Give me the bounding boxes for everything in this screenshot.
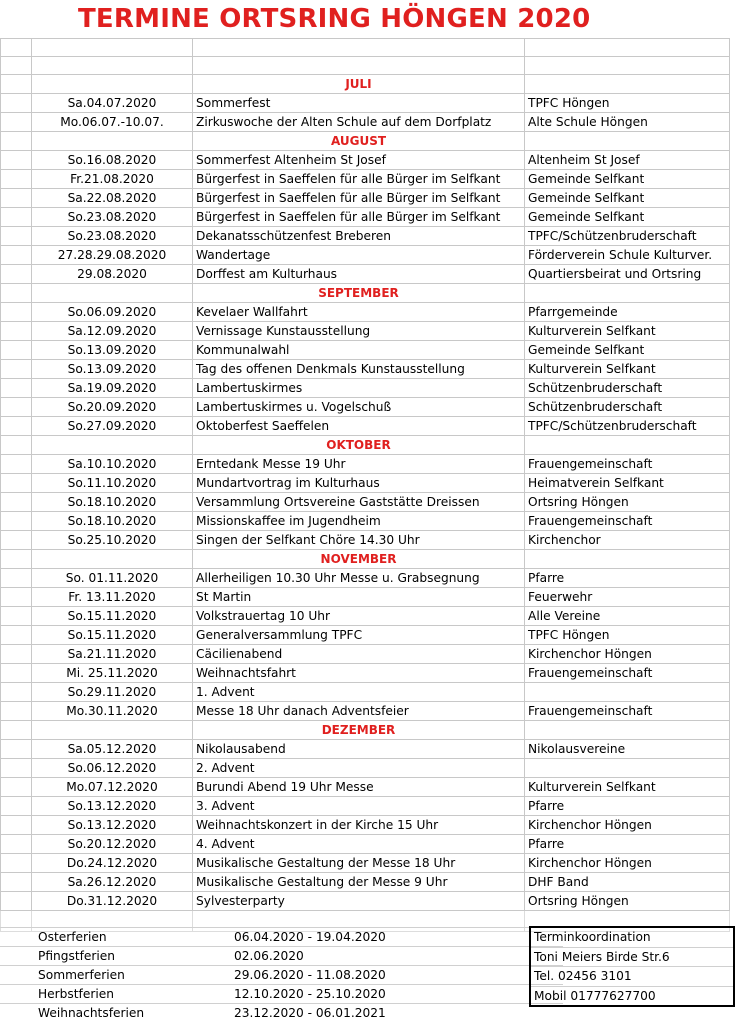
event-organizer: Pfarrgemeinde bbox=[525, 303, 730, 322]
blank-cell bbox=[1, 303, 32, 322]
event-title: Lambertuskirmes bbox=[193, 379, 525, 398]
event-title: Weihnachtskonzert in der Kirche 15 Uhr bbox=[193, 816, 525, 835]
event-date: 29.08.2020 bbox=[32, 265, 193, 284]
blank-cell bbox=[1, 75, 32, 94]
event-title: Kommunalwahl bbox=[193, 341, 525, 360]
event-organizer: Frauengemeinschaft bbox=[525, 455, 730, 474]
event-row bbox=[1, 892, 730, 911]
event-row bbox=[1, 94, 730, 113]
event-row bbox=[1, 341, 730, 360]
blank-cell bbox=[1, 39, 32, 57]
event-row bbox=[1, 170, 730, 189]
event-row bbox=[1, 493, 730, 512]
event-organizer: Frauengemeinschaft bbox=[525, 664, 730, 683]
event-date: Sa.05.12.2020 bbox=[32, 740, 193, 759]
event-organizer: Pfarre bbox=[525, 569, 730, 588]
blank-cell bbox=[1, 759, 32, 778]
blank-cell bbox=[1, 341, 32, 360]
event-row bbox=[1, 759, 730, 778]
event-date: Sa.19.09.2020 bbox=[32, 379, 193, 398]
event-date: So.11.10.2020 bbox=[32, 474, 193, 493]
blank-cell bbox=[1, 265, 32, 284]
contact-line: Terminkoordination bbox=[531, 928, 733, 948]
holiday-name: Pfingstferien bbox=[0, 947, 231, 966]
event-title: Weihnachtsfahrt bbox=[193, 664, 525, 683]
event-date: Mo.30.11.2020 bbox=[32, 702, 193, 721]
event-title: Bürgerfest in Saeffelen für alle Bürger im Selfkant bbox=[193, 170, 525, 189]
blank-cell bbox=[32, 550, 193, 569]
month-label: NOVEMBER bbox=[193, 550, 525, 569]
event-row bbox=[1, 873, 730, 892]
month-label: DEZEMBER bbox=[193, 721, 525, 740]
event-organizer: Gemeinde Selfkant bbox=[525, 170, 730, 189]
event-date: So.18.10.2020 bbox=[32, 512, 193, 531]
blank-cell bbox=[1, 360, 32, 379]
event-organizer: Kirchenchor Höngen bbox=[525, 645, 730, 664]
event-date: So.13.12.2020 bbox=[32, 816, 193, 835]
event-date: So.25.10.2020 bbox=[32, 531, 193, 550]
event-organizer: Quartiersbeirat und Ortsring bbox=[525, 265, 730, 284]
event-organizer bbox=[525, 683, 730, 702]
event-row bbox=[1, 474, 730, 493]
blank-cell bbox=[525, 721, 730, 740]
event-organizer: Kirchenchor Höngen bbox=[525, 854, 730, 873]
event-title: Cäcilienabend bbox=[193, 645, 525, 664]
event-title: 2. Advent bbox=[193, 759, 525, 778]
blank-cell bbox=[1, 170, 32, 189]
event-date: Mo.07.12.2020 bbox=[32, 778, 193, 797]
blank-cell bbox=[32, 75, 193, 94]
holiday-row bbox=[0, 966, 563, 985]
event-date: Sa.22.08.2020 bbox=[32, 189, 193, 208]
event-title: Messe 18 Uhr danach Adventsfeier bbox=[193, 702, 525, 721]
blank-cell bbox=[1, 778, 32, 797]
event-organizer: Alte Schule Höngen bbox=[525, 113, 730, 132]
blank-cell bbox=[1, 493, 32, 512]
event-organizer: Alle Vereine bbox=[525, 607, 730, 626]
event-row bbox=[1, 113, 730, 132]
event-date: So. 01.11.2020 bbox=[32, 569, 193, 588]
blank-cell bbox=[1, 113, 32, 132]
blank-cell bbox=[32, 57, 193, 75]
event-title: Bürgerfest in Saeffelen für alle Bürger im Selfkant bbox=[193, 189, 525, 208]
blank-cell bbox=[1, 797, 32, 816]
month-label: SEPTEMBER bbox=[193, 284, 525, 303]
month-label: AUGUST bbox=[193, 132, 525, 151]
event-date: So.29.11.2020 bbox=[32, 683, 193, 702]
event-organizer: Frauengemeinschaft bbox=[525, 512, 730, 531]
event-date: Sa.26.12.2020 bbox=[32, 873, 193, 892]
blank-cell bbox=[1, 398, 32, 417]
event-organizer bbox=[525, 759, 730, 778]
event-date: So.16.08.2020 bbox=[32, 151, 193, 170]
holiday-name: Weihnachtsferien bbox=[0, 1004, 231, 1023]
blank-cell bbox=[32, 436, 193, 455]
event-title: Dekanatsschützenfest Breberen bbox=[193, 227, 525, 246]
event-organizer: Schützenbruderschaft bbox=[525, 398, 730, 417]
event-date: So.13.09.2020 bbox=[32, 360, 193, 379]
event-row bbox=[1, 360, 730, 379]
event-date: Sa.10.10.2020 bbox=[32, 455, 193, 474]
month-header-row bbox=[1, 721, 730, 740]
blank-cell bbox=[525, 550, 730, 569]
event-date: So.27.09.2020 bbox=[32, 417, 193, 436]
holiday-row bbox=[0, 928, 563, 947]
event-row bbox=[1, 797, 730, 816]
event-date: So.20.09.2020 bbox=[32, 398, 193, 417]
blank-cell bbox=[525, 39, 730, 57]
event-date: Do.31.12.2020 bbox=[32, 892, 193, 911]
event-organizer: TPFC/Schützenbruderschaft bbox=[525, 227, 730, 246]
event-title: Versammlung Ortsvereine Gaststätte Dreissen bbox=[193, 493, 525, 512]
blank-cell bbox=[1, 455, 32, 474]
event-title: Musikalische Gestaltung der Messe 9 Uhr bbox=[193, 873, 525, 892]
event-title: Missionskaffee im Jugendheim bbox=[193, 512, 525, 531]
event-row bbox=[1, 512, 730, 531]
event-date: Mi. 25.11.2020 bbox=[32, 664, 193, 683]
event-row bbox=[1, 398, 730, 417]
contact-line: Mobil 01777627700 bbox=[534, 988, 656, 1003]
event-title: Erntedank Messe 19 Uhr bbox=[193, 455, 525, 474]
month-header-row bbox=[1, 132, 730, 151]
event-row bbox=[1, 778, 730, 797]
blank-cell bbox=[1, 569, 32, 588]
event-title: 1. Advent bbox=[193, 683, 525, 702]
event-title: Sommerfest bbox=[193, 94, 525, 113]
blank-cell bbox=[1, 474, 32, 493]
event-organizer: Heimatverein Selfkant bbox=[525, 474, 730, 493]
month-header-row bbox=[1, 436, 730, 455]
blank-cell bbox=[1, 892, 32, 911]
blank-cell bbox=[1, 284, 32, 303]
event-row bbox=[1, 322, 730, 341]
event-organizer: Ortsring Höngen bbox=[525, 493, 730, 512]
event-date: So.20.12.2020 bbox=[32, 835, 193, 854]
event-organizer: Gemeinde Selfkant bbox=[525, 341, 730, 360]
blank-cell bbox=[1, 189, 32, 208]
event-title: Zirkuswoche der Alten Schule auf dem Dorfplatz bbox=[193, 113, 525, 132]
contact-line: Tel. 02456 3101 bbox=[531, 967, 733, 987]
event-organizer: Förderverein Schule Kulturver. bbox=[525, 246, 730, 265]
blank-cell bbox=[1, 550, 32, 569]
blank-cell bbox=[1, 702, 32, 721]
blank-cell bbox=[1, 94, 32, 113]
event-title: Tag des offenen Denkmals Kunstausstellung bbox=[193, 360, 525, 379]
blank-cell bbox=[32, 39, 193, 57]
event-title: 3. Advent bbox=[193, 797, 525, 816]
blank-cell bbox=[1, 664, 32, 683]
blank-row bbox=[1, 57, 730, 75]
blank-cell bbox=[1, 436, 32, 455]
event-organizer: TPFC Höngen bbox=[525, 94, 730, 113]
event-organizer: Pfarre bbox=[525, 797, 730, 816]
event-row bbox=[1, 265, 730, 284]
event-row bbox=[1, 417, 730, 436]
holiday-name: Sommerferien bbox=[0, 966, 231, 985]
event-row bbox=[1, 151, 730, 170]
event-row bbox=[1, 607, 730, 626]
event-row bbox=[1, 588, 730, 607]
event-date: Fr. 13.11.2020 bbox=[32, 588, 193, 607]
event-organizer: Kulturverein Selfkant bbox=[525, 360, 730, 379]
event-date: Sa.21.11.2020 bbox=[32, 645, 193, 664]
event-title: Dorffest am Kulturhaus bbox=[193, 265, 525, 284]
contact-line: Toni Meiers Birde Str.6 bbox=[531, 948, 733, 968]
event-date: Mo.06.07.-10.07. bbox=[32, 113, 193, 132]
event-date: 27.28.29.08.2020 bbox=[32, 246, 193, 265]
event-organizer: Schützenbruderschaft bbox=[525, 379, 730, 398]
event-row bbox=[1, 569, 730, 588]
blank-cell bbox=[193, 39, 525, 57]
event-organizer: Feuerwehr bbox=[525, 588, 730, 607]
event-date: So.23.08.2020 bbox=[32, 208, 193, 227]
event-title: Allerheiligen 10.30 Uhr Messe u. Grabsegnung bbox=[193, 569, 525, 588]
blank-cell bbox=[1, 531, 32, 550]
event-row bbox=[1, 702, 730, 721]
event-organizer: Pfarre bbox=[525, 835, 730, 854]
event-date: So.18.10.2020 bbox=[32, 493, 193, 512]
blank-cell bbox=[193, 57, 525, 75]
blank-cell bbox=[32, 721, 193, 740]
event-organizer: Kirchenchor Höngen bbox=[525, 816, 730, 835]
blank-cell bbox=[1, 151, 32, 170]
blank-cell bbox=[1, 132, 32, 151]
holiday-range: 06.04.2020 - 19.04.2020 bbox=[231, 928, 563, 947]
blank-cell bbox=[525, 284, 730, 303]
holidays-table bbox=[0, 927, 563, 1022]
holiday-name: Osterferien bbox=[0, 928, 231, 947]
blank-cell bbox=[1, 854, 32, 873]
event-date: So.15.11.2020 bbox=[32, 607, 193, 626]
event-date: So.23.08.2020 bbox=[32, 227, 193, 246]
month-header-row bbox=[1, 550, 730, 569]
event-date: Sa.12.09.2020 bbox=[32, 322, 193, 341]
event-date: So.15.11.2020 bbox=[32, 626, 193, 645]
event-row bbox=[1, 208, 730, 227]
event-organizer: Gemeinde Selfkant bbox=[525, 189, 730, 208]
blank-cell bbox=[1, 835, 32, 854]
event-title: Kevelaer Wallfahrt bbox=[193, 303, 525, 322]
event-title: Sommerfest Altenheim St Josef bbox=[193, 151, 525, 170]
event-title: Sylvesterparty bbox=[193, 892, 525, 911]
holiday-range: 29.06.2020 - 11.08.2020 bbox=[231, 966, 563, 985]
event-row bbox=[1, 683, 730, 702]
holiday-name: Herbstferien bbox=[0, 985, 231, 1004]
blank-cell bbox=[1, 721, 32, 740]
month-header-row bbox=[1, 75, 730, 94]
holiday-row bbox=[0, 947, 563, 966]
blank-cell bbox=[525, 75, 730, 94]
blank-cell bbox=[1, 512, 32, 531]
event-title: Generalversammlung TPFC bbox=[193, 626, 525, 645]
event-date: Do.24.12.2020 bbox=[32, 854, 193, 873]
event-organizer: Altenheim St Josef bbox=[525, 151, 730, 170]
event-organizer: DHF Band bbox=[525, 873, 730, 892]
event-title: 4. Advent bbox=[193, 835, 525, 854]
holiday-range: 12.10.2020 - 25.10.2020 bbox=[231, 985, 563, 1004]
event-title: Mundartvortrag im Kulturhaus bbox=[193, 474, 525, 493]
event-title: Volkstrauertag 10 Uhr bbox=[193, 607, 525, 626]
event-organizer: Frauengemeinschaft bbox=[525, 702, 730, 721]
event-row bbox=[1, 835, 730, 854]
blank-cell bbox=[525, 57, 730, 75]
event-row bbox=[1, 626, 730, 645]
blank-row bbox=[1, 39, 730, 57]
blank-cell bbox=[1, 208, 32, 227]
blank-cell bbox=[1, 417, 32, 436]
blank-cell bbox=[1, 227, 32, 246]
holiday-row bbox=[0, 985, 563, 1004]
blank-cell bbox=[1, 873, 32, 892]
blank-cell bbox=[1, 683, 32, 702]
event-row bbox=[1, 246, 730, 265]
event-organizer: Kirchenchor bbox=[525, 531, 730, 550]
event-title: Burundi Abend 19 Uhr Messe bbox=[193, 778, 525, 797]
event-row bbox=[1, 740, 730, 759]
event-title: Singen der Selfkant Chöre 14.30 Uhr bbox=[193, 531, 525, 550]
blank-cell bbox=[1, 740, 32, 759]
month-label: JULI bbox=[193, 75, 525, 94]
month-header-row bbox=[1, 284, 730, 303]
event-row bbox=[1, 854, 730, 873]
event-row bbox=[1, 379, 730, 398]
blank-cell bbox=[1, 246, 32, 265]
event-row bbox=[1, 189, 730, 208]
event-organizer: Ortsring Höngen bbox=[525, 892, 730, 911]
blank-cell bbox=[1, 645, 32, 664]
event-title: Musikalische Gestaltung der Messe 18 Uhr bbox=[193, 854, 525, 873]
blank-cell bbox=[1, 816, 32, 835]
event-title: Oktoberfest Saeffelen bbox=[193, 417, 525, 436]
blank-cell bbox=[1, 607, 32, 626]
event-title: Vernissage Kunstausstellung bbox=[193, 322, 525, 341]
event-row bbox=[1, 816, 730, 835]
blank-cell bbox=[1, 588, 32, 607]
event-date: So.06.12.2020 bbox=[32, 759, 193, 778]
event-row bbox=[1, 664, 730, 683]
event-organizer: Gemeinde Selfkant bbox=[525, 208, 730, 227]
event-row bbox=[1, 455, 730, 474]
event-organizer: Nikolausvereine bbox=[525, 740, 730, 759]
event-title: Nikolausabend bbox=[193, 740, 525, 759]
event-title: Wandertage bbox=[193, 246, 525, 265]
blank-cell bbox=[1, 57, 32, 75]
holiday-range: 23.12.2020 - 06.01.2021 bbox=[231, 1004, 563, 1023]
event-organizer: Kulturverein Selfkant bbox=[525, 322, 730, 341]
event-date: Fr.21.08.2020 bbox=[32, 170, 193, 189]
event-organizer: TPFC Höngen bbox=[525, 626, 730, 645]
holiday-range: 02.06.2020 bbox=[231, 947, 563, 966]
event-title: Bürgerfest in Saeffelen für alle Bürger im Selfkant bbox=[193, 208, 525, 227]
holiday-row bbox=[0, 1004, 563, 1023]
blank-cell bbox=[32, 284, 193, 303]
event-row bbox=[1, 531, 730, 550]
blank-cell bbox=[1, 626, 32, 645]
event-title: Lambertuskirmes u. Vogelschuß bbox=[193, 398, 525, 417]
blank-cell bbox=[525, 132, 730, 151]
blank-cell bbox=[32, 132, 193, 151]
event-row bbox=[1, 303, 730, 322]
events-table bbox=[0, 38, 730, 932]
blank-cell bbox=[525, 436, 730, 455]
event-title: St Martin bbox=[193, 588, 525, 607]
event-row bbox=[1, 645, 730, 664]
event-organizer: TPFC/Schützenbruderschaft bbox=[525, 417, 730, 436]
event-date: So.13.12.2020 bbox=[32, 797, 193, 816]
month-label: OKTOBER bbox=[193, 436, 525, 455]
event-date: So.13.09.2020 bbox=[32, 341, 193, 360]
event-date: Sa.04.07.2020 bbox=[32, 94, 193, 113]
event-date: So.06.09.2020 bbox=[32, 303, 193, 322]
page-title: TERMINE ORTSRING HÖNGEN 2020 bbox=[78, 4, 591, 34]
event-organizer: Kulturverein Selfkant bbox=[525, 778, 730, 797]
event-row bbox=[1, 227, 730, 246]
blank-cell bbox=[1, 322, 32, 341]
blank-cell bbox=[1, 379, 32, 398]
contact-box bbox=[529, 926, 735, 1007]
